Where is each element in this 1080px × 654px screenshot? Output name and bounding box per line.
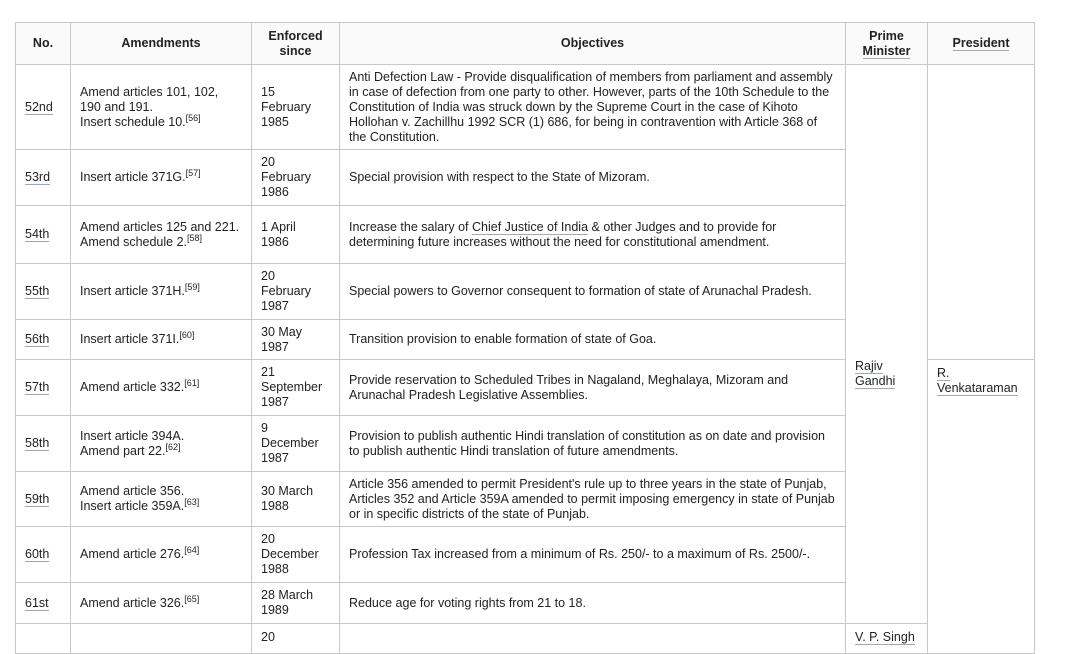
objective — [340, 624, 846, 654]
prime-minister-cell-next — [846, 624, 928, 654]
amendment-changes: Insert article 371I.[60] — [71, 320, 252, 360]
amendment-changes — [71, 624, 252, 654]
citation-ref[interactable]: [60] — [179, 329, 195, 340]
citation-ref[interactable]: [58] — [187, 232, 203, 243]
amendment-changes: Insert article 394A. Amend part 22.[62] — [71, 416, 252, 472]
header-row — [16, 23, 1035, 65]
amendment-number[interactable] — [16, 472, 71, 527]
amendment-link[interactable]: 58th — [25, 436, 50, 450]
amendment-changes: Amend articles 101, 102, 190 and 191. Insert schedule 10.[56] — [71, 65, 252, 150]
objective: Profession Tax increased from a minimum of Rs. 250/- to a maximum of Rs. 2500/-. — [340, 527, 846, 583]
amendment-number[interactable] — [16, 416, 71, 472]
table-row — [16, 65, 1035, 150]
table-row-partial — [16, 624, 1035, 654]
amendment-link[interactable]: 60th — [25, 547, 50, 561]
president-link[interactable]: R. Venkataraman — [937, 366, 1018, 395]
amendment-changes: Amend articles 125 and 221. Amend schedule 2.[58] — [71, 206, 252, 264]
prime-minister-link[interactable]: V. P. Singh — [855, 630, 915, 644]
amendment-number[interactable] — [16, 360, 71, 416]
citation-ref[interactable]: [65] — [184, 593, 200, 604]
amendment-changes: Amend article 356. Insert article 359A.[63] — [71, 472, 252, 527]
citation-ref[interactable]: [57] — [185, 167, 201, 178]
header-objectives[interactable]: Objectives — [340, 23, 846, 65]
amendment-number[interactable] — [16, 527, 71, 583]
amendment-number[interactable] — [16, 320, 71, 360]
enforced-date: 20 February 1986 — [252, 150, 340, 206]
president-cell — [928, 360, 1035, 654]
header-amendments[interactable]: Amendments — [71, 23, 252, 65]
enforced-date: 20 — [252, 624, 340, 654]
objective: Provision to publish authentic Hindi translation of constitution as on date and provision to publish authentic Hindi translation of future amendments. — [340, 416, 846, 472]
header-prime-minister[interactable]: Prime Minister — [846, 23, 928, 65]
enforced-date: 20 December 1988 — [252, 527, 340, 583]
objective: Transition provision to enable formation of state of Goa. — [340, 320, 846, 360]
citation-ref[interactable]: [62] — [165, 441, 181, 452]
prime-minister-cell — [846, 65, 928, 624]
objective: Increase the salary of Chief Justice of India & other Judges and to provide for determining future increases without the need for constitutional amendment. — [340, 206, 846, 264]
enforced-date: 30 May 1987 — [252, 320, 340, 360]
enforced-date: 20 February 1987 — [252, 264, 340, 320]
amendment-number[interactable] — [16, 150, 71, 206]
amendment-link[interactable]: 53rd — [25, 170, 51, 184]
amendment-link[interactable]: 54th — [25, 227, 50, 241]
header-enforced-since[interactable]: Enforced since — [252, 23, 340, 65]
enforced-date: 1 April 1986 — [252, 206, 340, 264]
enforced-date: 9 December 1987 — [252, 416, 340, 472]
amendment-link[interactable]: 59th — [25, 491, 50, 506]
prime-minister-link[interactable]: Rajiv Gandhi — [855, 359, 896, 388]
citation-ref[interactable]: [61] — [184, 377, 200, 388]
objective: Anti Defection Law - Provide disqualification of members from parliament and assembly in case of defection from one party to other. However, parts of the 10th Schedule to the Constitution of India was struck down by the Supreme Court in the case of Kihoto Hollohan v. Zachillhu 1992 SCR (1) 686, for being in contravention with Article 368 of the Constitution. — [340, 65, 846, 150]
citation-ref[interactable]: [64] — [184, 544, 200, 555]
objective: Special provision with respect to the State of Mizoram. — [340, 150, 846, 206]
amendment-link[interactable]: 55th — [25, 284, 50, 298]
president-cell-prev — [928, 65, 1035, 360]
enforced-date: 30 March 1988 — [252, 472, 340, 527]
amendment-number[interactable] — [16, 624, 71, 654]
header-no[interactable]: No. — [16, 23, 71, 65]
citation-ref[interactable]: [59] — [184, 281, 200, 292]
amendment-changes: Insert article 371G.[57] — [71, 150, 252, 206]
objective: Article 356 amended to permit President's rule up to three years in the state of Punjab, Articles 352 and Article 359A amended to permit imposing emergency in state of Punjab or in specific districts of the state of Punjab. — [340, 472, 846, 527]
amendment-number[interactable] — [16, 206, 71, 264]
objective: Provide reservation to Scheduled Tribes in Nagaland, Meghalaya, Mizoram and Arunachal Pradesh Legislative Assemblies. — [340, 360, 846, 416]
header-president[interactable]: President — [928, 23, 1035, 65]
enforced-date: 21 September 1987 — [252, 360, 340, 416]
amendment-number[interactable] — [16, 583, 71, 624]
amendment-link[interactable]: 56th — [25, 332, 50, 346]
citation-ref[interactable]: [56] — [185, 112, 201, 123]
amendments-table — [15, 22, 1035, 654]
amendment-number[interactable] — [16, 264, 71, 320]
chief-justice-link[interactable]: Chief Justice of India — [471, 219, 589, 234]
amendment-changes: Amend article 326.[65] — [71, 583, 252, 624]
enforced-date: 28 March 1989 — [252, 583, 340, 624]
amendment-number[interactable] — [16, 65, 71, 150]
amendment-changes: Insert article 371H.[59] — [71, 264, 252, 320]
amendment-changes: Amend article 332.[61] — [71, 360, 252, 416]
amendment-link[interactable]: 52nd — [25, 99, 53, 114]
objective: Reduce age for voting rights from 21 to 18. — [340, 583, 846, 624]
objective: Special powers to Governor consequent to formation of state of Arunachal Pradesh. — [340, 264, 846, 320]
amendment-link[interactable]: 57th — [25, 380, 50, 394]
amendment-link[interactable]: 61st — [25, 595, 49, 610]
enforced-date: 15 February 1985 — [252, 65, 340, 150]
amendment-changes: Amend article 276.[64] — [71, 527, 252, 583]
citation-ref[interactable]: [63] — [184, 496, 200, 507]
